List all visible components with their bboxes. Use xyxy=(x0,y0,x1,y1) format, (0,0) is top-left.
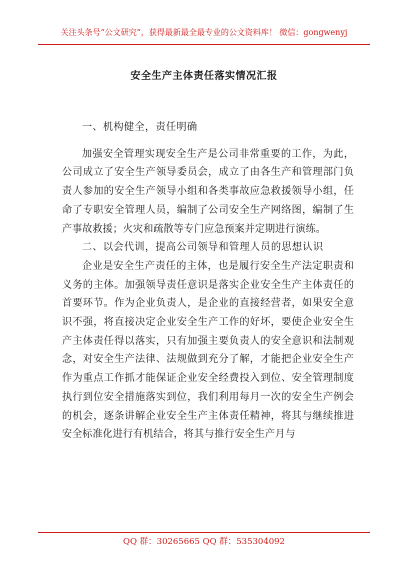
header-banner-text: 关注头条号“公文研究”，获得最新最全最专业的公文资料库！ 微信：gongwenyj xyxy=(60,28,348,37)
footer-divider xyxy=(38,532,370,533)
section-paragraph-2: 企业是安全生产责任的主体，也是履行安全生产法定职责和义务的主体。加强领导责任意识是落实企业安全生产主体责任的首要环节。作为企业负责人，是企业的直接经营者，如果安全意识不强，将直接决定企业安全生产工作的好坏，要使企业安全生产主体责任得以落实，只有加强主要负责人的安全意识和法制观念，对安全生产法律、法规做到充分了解，才能把企业安全生产作为重点工作抓才能保证企业安全经费投入到位、安全管理制度执行到位安全措施落实到位，我们利用每月一次的安全生产例会的机会，逐条讲解企业安全生产主体责任精神，将其与继续推进安全标准化进行有机结合，将其与推行安全生产月与 xyxy=(62,260,354,441)
document-body xyxy=(62,119,354,445)
section-heading-2: 二、以会代训，提高公司领导和管理人员的思想认识 xyxy=(82,242,324,254)
section-heading-1: 一、机构健全，责任明确 xyxy=(82,122,198,133)
header-divider xyxy=(38,44,370,45)
section-paragraph-1: 加强安全管理实现安全生产是公司非常重要的工作，为此，公司成立了安全生产领导委员会，成立了由各生产和管理部门负责人参加的安全生产领导小组和各类事故应急救援领导小组，任命了专职安全管理人员，编制了公司安全生产网络图，编制了生产事故救援；火灾和疏散等专门应急预案并定期进行演练。 xyxy=(62,148,354,235)
header-banner xyxy=(0,0,408,52)
document-title: 安全生产主体责任落实情况汇报 xyxy=(130,71,278,82)
footer-banner xyxy=(0,532,408,572)
footer-contact-text: QQ 群：30265665 QQ 群：535304092 xyxy=(123,537,285,547)
section-gap xyxy=(62,138,354,146)
